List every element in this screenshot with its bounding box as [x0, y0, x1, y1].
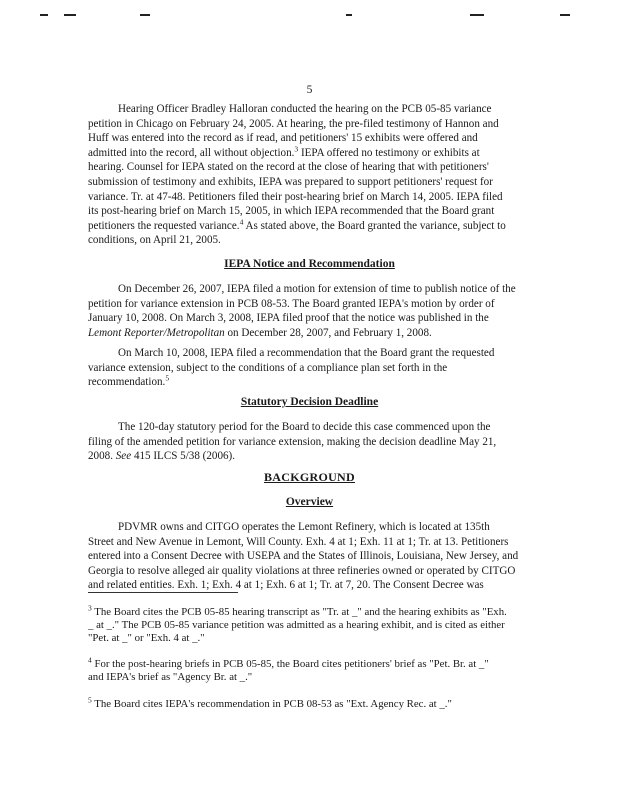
section-heading-background: BACKGROUND: [263, 470, 355, 484]
scan-artifact: [560, 14, 570, 16]
recommendation-paragraph: On March 10, 2008, IEPA filed a recommendation that the Board grant the requested variance extension, subject to the conditions of a compliance plan set forth in the recommendation.$^5$: [88, 347, 495, 389]
scan-artifact: [470, 14, 484, 16]
footnote-5: $^5$ The Board cites IEPA's recommendation in PCB 08-53 as "Ext. Agency Rec. at _.": [88, 695, 452, 710]
footnote-ref-3: 3: [294, 144, 299, 154]
notice-paragraph: On December 26, 2007, IEPA filed a motion for extension of time to publish notice of the petition for variance extension in PCB 08-53. The Board granted IEPA's motion by order of January 10, 2008. On March 3, 2008, IEPA filed proof that the notice was published in the Lemont Reporter/Metropolitan on December 28, 2007, and February 1, 2008.: [88, 283, 516, 339]
footnote-ref-5: 5: [165, 373, 170, 383]
overview-paragraph: PDVMR owns and CITGO operates the Lemont Refinery, which is located at 135th Street and New Avenue in Lemont, Will County. Exh. 4 at 1; Exh. 11 at 1; Tr. at 13. Petitioners entered into a Consent Decree with USEPA and the States of Illinois, Louisiana, New Jersey, and Georgia to resolve alleged air quality violations at three refineries owned or operated by CITGO and related entities. Exh. 1; Exh. 4 at 1; Exh. 6 at 1; Tr. at 7, 20. The Consent Decree was: [88, 521, 519, 592]
footnote-ref-4: 4: [239, 217, 244, 227]
deadline-paragraph: The 120-day statutory period for the Board to decide this case commenced upon the filing of the amended petition for variance extension, making the decision deadline May 21, 2008. See 415 ILCS 5/38 (2006).: [88, 421, 497, 463]
section-heading-iepa: IEPA Notice and Recommendation: [224, 258, 395, 270]
footnote-3: $^3$ The Board cites the PCB 05-85 hearing transcript as "Tr. at _" and the hearing exhibits as "Exh. _ at _." The PCB 05-85 variance petition was admitted as a hearing exhibit, and is cited as either "Pet. at _" or "Exh. 4 at _.": [88, 603, 507, 645]
scan-artifact: [40, 14, 48, 16]
footnote-separator: [88, 592, 238, 593]
hearing-paragraph: Hearing Officer Bradley Halloran conducted the hearing on the PCB 05-85 variance petition in Chicago on February 24, 2005. At hearing, the pre-filed testimony of Hannon and Huff was entered into the record as if read, and petitioners' 15 exhibits were offered and admitted into the record, all without objection.$^3$ IEPA offered no testimony or exhibits at hearing. Counsel for IEPA stated on the record at the close of hearing that with petitioners' submission of testimony and exhibits, IEPA was prepared to support petitioners' request for variance. Tr. at 47-48. Petitioners filed their post-hearing brief on March 14, 2005. IEPA filed its post-hearing brief on March 15, 2005, in which IEPA recommended that the Board grant petitioners the requested variance.$^4$ As stated above, the Board granted the variance, subject to conditions, on April 21, 2005.: [88, 103, 506, 247]
scan-artifact: [64, 14, 76, 16]
page-number: 5: [306, 84, 313, 96]
scan-artifact: [140, 14, 150, 16]
section-heading-overview: Overview: [285, 496, 334, 508]
scan-artifact: [346, 14, 352, 16]
footnote-4: $^4$ For the post-hearing briefs in PCB 05-85, the Board cites petitioners' brief as "Pet. Br. at _" and IEPA's brief as "Agency Br. at _.": [88, 655, 489, 684]
section-heading-deadline: Statutory Decision Deadline: [240, 396, 379, 408]
